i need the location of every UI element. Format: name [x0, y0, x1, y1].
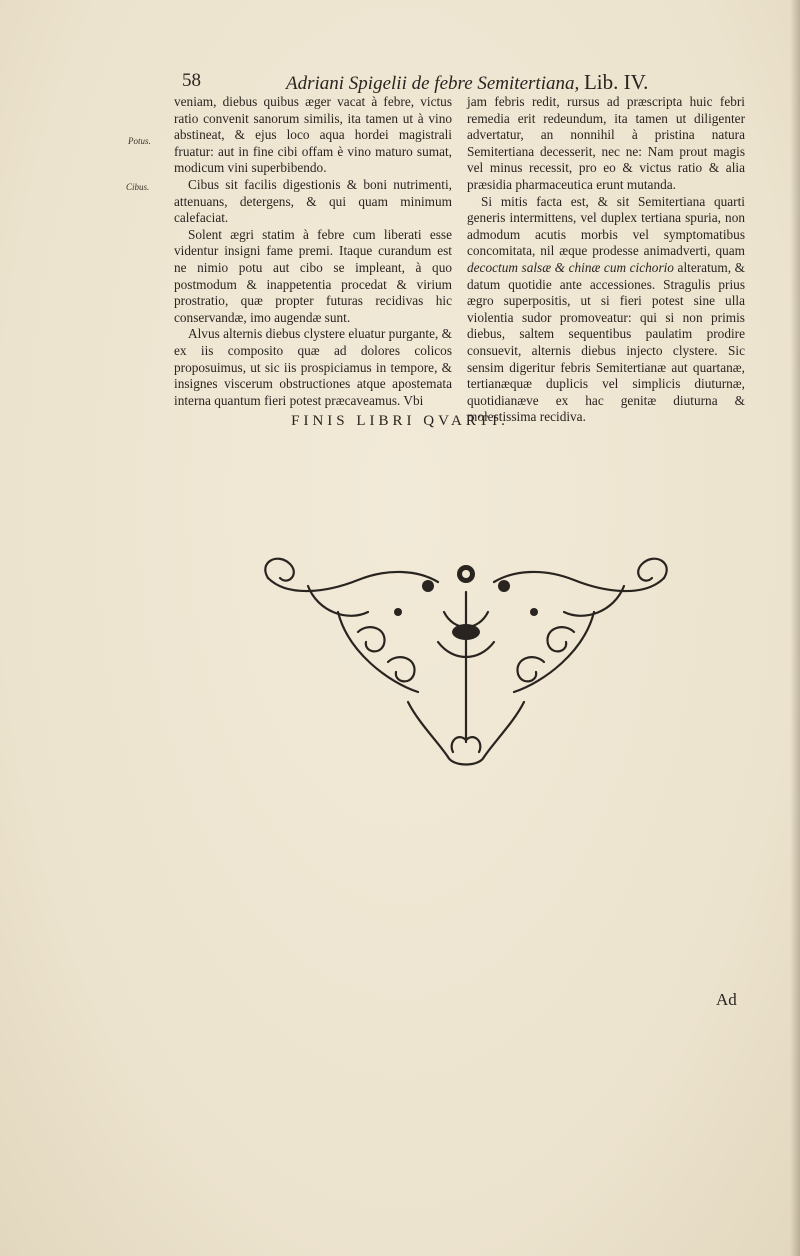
paragraph: Alvus alternis diebus clystere eluatur purgante, & ex iis composito quæ ad dolores colicos proposuimus, ut sic iis prospiciamus in tempore, & insignes viscerum obstructiones atque apostemata interna quantum fieri potest præcaveamus. Vbi: [174, 326, 452, 408]
catchword: Ad: [716, 990, 737, 1009]
headpiece-ornament: [248, 552, 684, 772]
running-title: [286, 70, 648, 95]
margin-note-cibus: Cibus.: [126, 182, 150, 192]
paragraph: veniam, diebus quibus æger vacat à febre, victus ratio convenit sanorum similis, ita tamen ut à vino abstineat, & ejus loco aqua hordei magistrali fruatur: aut in fine cibi offam è vino maturo sumat, modicum vini superbibendo.: [174, 94, 452, 176]
left-text-column: [174, 94, 452, 409]
book-label: Lib. IV.: [583, 70, 649, 94]
page-number: 58: [182, 70, 201, 91]
italic-phrase: decoctum salsæ & chinæ cum cichorio: [467, 259, 674, 275]
running-title-text: Adriani Spigelii de febre Semitertiana,: [286, 73, 580, 94]
paragraph: Solent ægri statim à febre cum liberati esse videntur insigni fame premi. Itaque curandum est ne nimio potu aut cibo se impleant, à quo postmodum & inappetentia procedat & virium prostratio, quæ propter futuras recidivas hic conservandæ, imo augendæ sunt.: [174, 226, 452, 325]
paragraph: Cibus sit facilis digestionis & boni nutrimenti, attenuans, detergens, & qui quam minimum calefaciat.: [174, 176, 452, 226]
paragraph: [467, 194, 745, 426]
paragraph-text: alteratum, & datum quotidie ante accessiones. Stragulis prius ægro superpositis, ut si fieri potest sine ulla violentia sudor promoveatur: qui si non primis diebus, saltem sequentibus paulatim prodire consuevit, alternis diebus injecto clystere. Sic sensim digeritur febris Semitertianæ aut quartanæ, tertianæquæ duplicis vel simplicis diuturnæ, quotidianæve ex hac genitæ diuturna & molestissima recidiva.: [467, 259, 745, 425]
finis-line: FINIS LIBRI QVARTI.: [291, 413, 509, 429]
paragraph: jam febris redit, rursus ad præscripta huic febri remedia erit redeundum, ita tamen ut diligenter advertatur, an nonnihil à pristina natura Semitertiana decesserit, nec ne: Nam prout magis vel minus recessit, pro eo & victus ratio & alia præsidia pharmaceutica erunt mutanda.: [467, 94, 745, 192]
right-text-column: [467, 94, 745, 426]
running-header: [182, 70, 649, 94]
paragraph-text: Si mitis facta est, & sit Semitertiana quarti generis intermittens, vel duplex tertiana spuria, non admodum acutis morbis vel symptomatibus concomitata, nil æque prodesse animadverti, quam: [467, 193, 745, 259]
page-edge-shadow: [790, 0, 800, 1256]
margin-note-potus: Potus.: [128, 136, 151, 146]
